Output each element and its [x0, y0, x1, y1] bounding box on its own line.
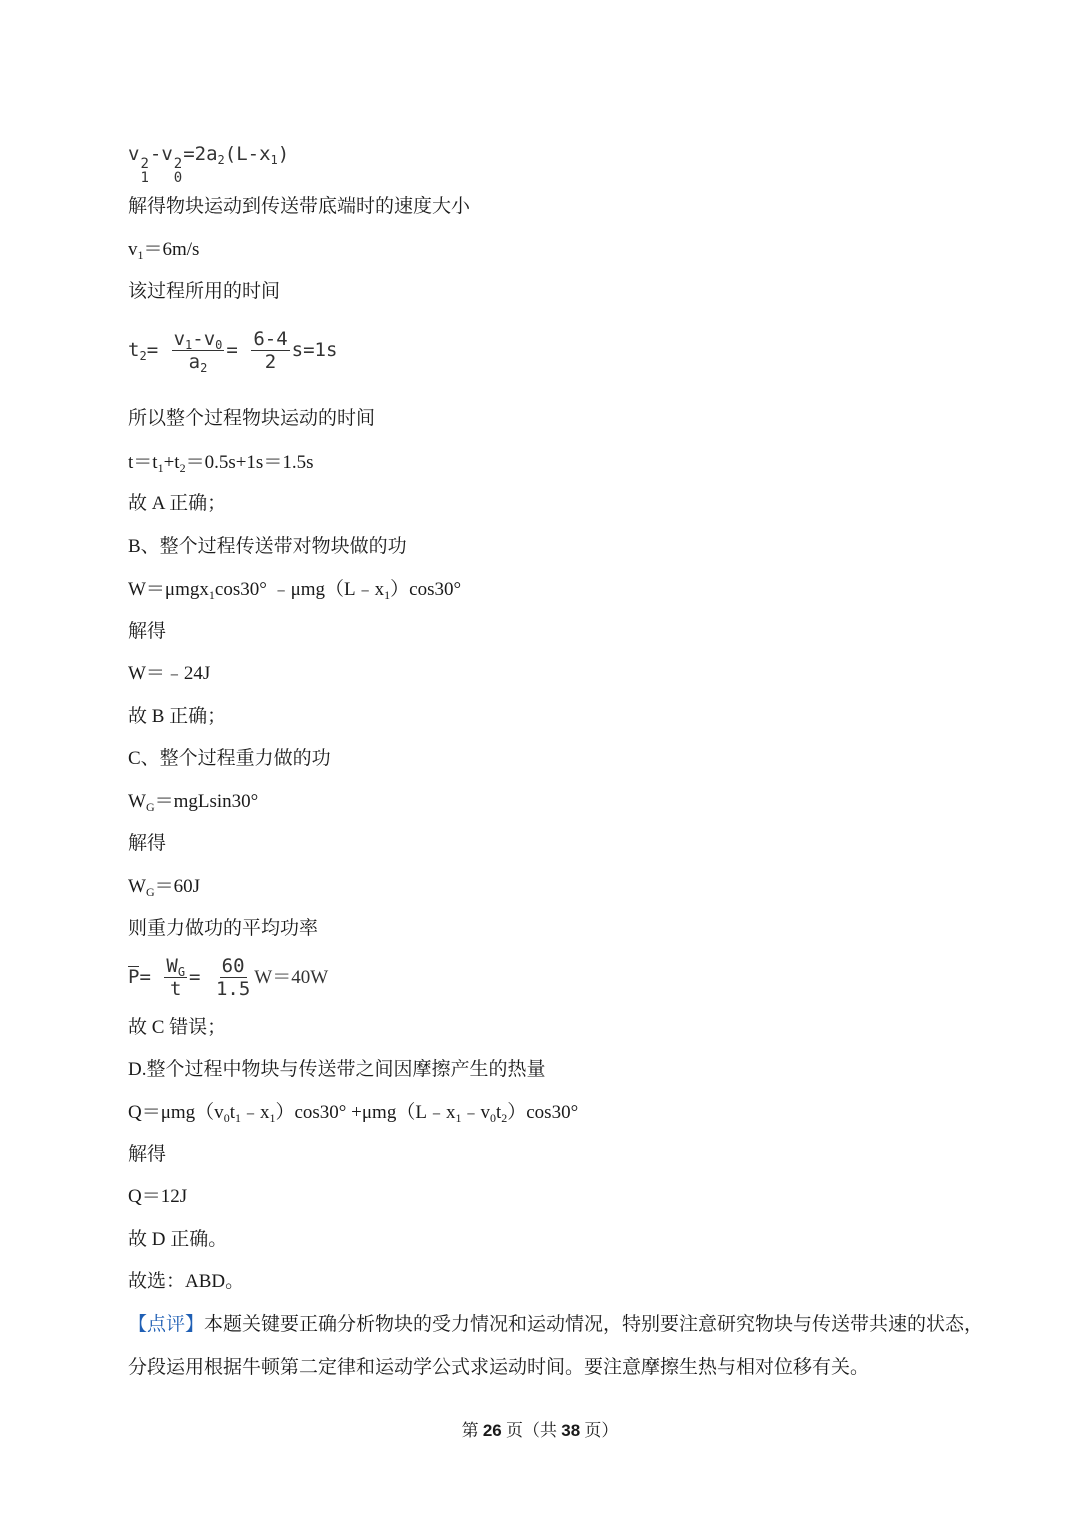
gravity-work-result: $W_G=60J$	[128, 876, 201, 899]
text-line: 解得	[128, 621, 167, 642]
page-footer: 第 26 页（共 38 页）	[461, 1421, 619, 1440]
review-line-2: 分段运用根据牛顿第二定律和运动学公式求运动时间。要注意摩擦生热与相对位移有关。	[128, 1357, 870, 1378]
text-line: 该过程所用的时间	[128, 281, 281, 302]
gravity-work-equation: $W_G=mgLsin30^\circ$	[128, 791, 259, 814]
velocity-equation: v 2 1 -v 2 0 $=2a_2(L-x_1)$	[128, 143, 290, 186]
answer-line: 故选：ABD。	[128, 1271, 245, 1292]
review-line-1: 【点评】本题关键要正确分析物块的受力情况和运动情况，特别要注意研究物块与传送带共速的状态，	[128, 1314, 984, 1335]
power-equation: P= $\frac{W_G}{t}$ = $\frac{60}{1.5}$ W＝40W	[128, 955, 329, 1000]
time-equation: $t_2=$ $\frac{v_1-v_0}{a_2}$ = $\frac{6-4}{2}$ s=1s	[128, 328, 338, 375]
text-line: B、整个过程传送带对物块做的功	[128, 536, 407, 557]
text-line: C、整个过程重力做的功	[128, 748, 331, 769]
text-line: 解得	[128, 1144, 167, 1165]
text-line: 则重力做功的平均功率	[128, 918, 319, 939]
work-equation: W＝μmgx$_1$cos30° $﹣\mu mg(L﹣x_1)\cos 30^\circ$	[128, 579, 462, 602]
text-line: 解得	[128, 833, 167, 854]
text-line: Q＝12J	[128, 1186, 188, 1207]
text-line: 故 C 错误；	[128, 1017, 227, 1038]
text-line: 故 B 正确；	[128, 706, 227, 727]
review-tag: 【点评】	[128, 1314, 205, 1335]
total-time: $t=t_1+t_2=0.5s+1s=1.5s$	[128, 452, 314, 475]
text-line: D.整个过程中物块与传送带之间因摩擦产生的热量	[128, 1059, 546, 1080]
text-line: W＝﹣24J	[128, 663, 211, 684]
velocity-result: $v_1=6m/s$	[128, 239, 200, 262]
text-line: 故 D 正确。	[128, 1229, 228, 1250]
text-line: 故 A 正确；	[128, 493, 227, 514]
text-line: 所以整个过程物块运动的时间	[128, 408, 376, 429]
heat-equation: $Q=\mu mg(v_0t_1﹣x_1)\cos 30^\circ$ $+\mu mg(L﹣x_1﹣v_0t_2)\cos 30^\circ$	[128, 1102, 579, 1125]
text-line: 解得物块运动到传送带底端时的速度大小	[128, 196, 471, 217]
